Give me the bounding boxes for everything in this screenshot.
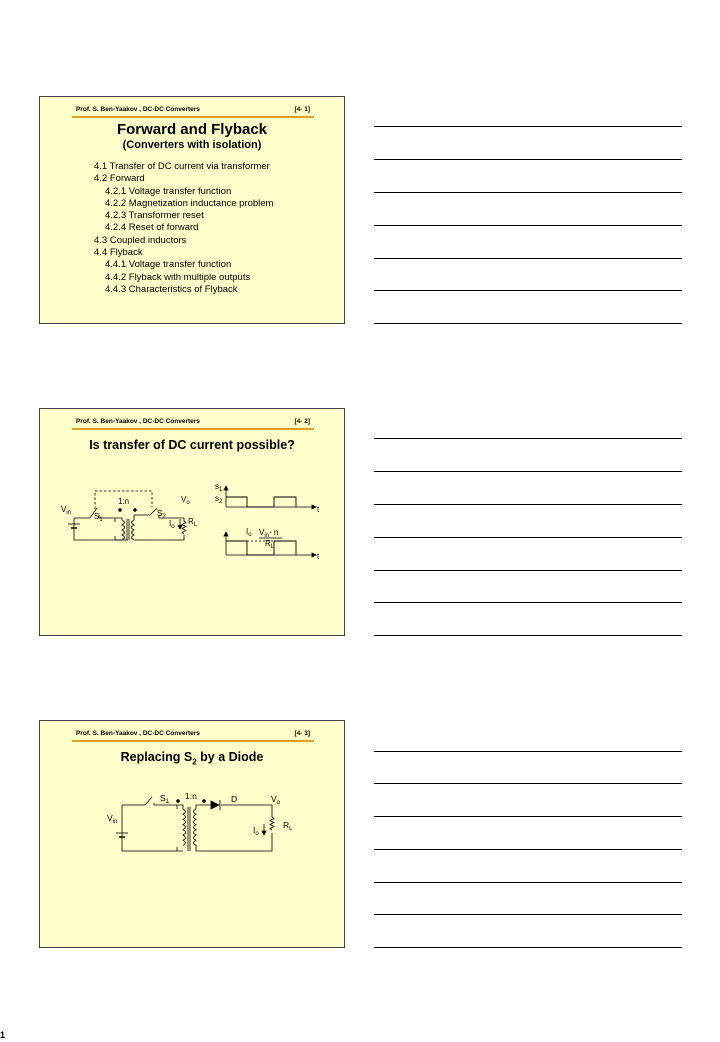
slide-number: [4- 3] xyxy=(294,730,310,737)
formula-denominator: $R_L$ xyxy=(265,539,275,550)
toc-item: 4.4.1 Voltage transfer function xyxy=(105,259,232,271)
polarity-dot xyxy=(134,509,137,512)
s1-wave-label: $s_1$ xyxy=(215,482,223,493)
note-line xyxy=(374,849,682,850)
slide-1 xyxy=(39,96,345,324)
note-line xyxy=(374,290,682,291)
slide-title: Replacing $S_2$ by a Diode xyxy=(120,750,264,767)
toc-item: 4.1 Transfer of DC current via transformer xyxy=(94,161,270,172)
note-line xyxy=(374,947,682,948)
diode-circuit xyxy=(40,721,346,949)
vo-label: $V_o$ xyxy=(271,794,281,806)
note-line xyxy=(374,602,682,603)
note-line xyxy=(374,751,682,752)
io-wave-label: $I_o$ xyxy=(246,527,252,538)
header-rule xyxy=(72,116,314,118)
author-label: Prof. S. Ben-Yaakov , DC-DC Converters xyxy=(76,418,200,425)
note-line xyxy=(374,537,682,538)
primary-coil xyxy=(183,809,186,845)
note-line xyxy=(374,471,682,472)
t-axis-label: t xyxy=(317,552,320,561)
io-label: $I_o$ xyxy=(253,825,259,837)
author-label: Prof. S. Ben-Yaakov , DC-DC Converters xyxy=(76,106,200,113)
slide-header xyxy=(76,106,310,113)
io-axis-x-arrow xyxy=(312,553,316,557)
toc-item: 4.4.3 Characteristics of Flyback xyxy=(105,283,238,295)
load-resistor xyxy=(270,817,274,830)
note-line xyxy=(374,635,682,636)
io-waveform xyxy=(226,541,296,555)
note-line xyxy=(374,438,682,439)
slide-title: Forward and Flyback xyxy=(116,121,268,138)
slide-title: Is transfer of DC current possible? xyxy=(89,438,295,452)
slide-subtitle: (Converters with isolation) xyxy=(122,139,262,151)
t-axis-label: t xyxy=(317,505,320,514)
primary-wire xyxy=(122,797,183,851)
diode-label: D xyxy=(231,794,238,804)
toc-item: 4.4 Flyback xyxy=(94,247,143,259)
note-line xyxy=(374,504,682,505)
note-line xyxy=(374,816,682,817)
primary-wire xyxy=(74,508,128,540)
note-line xyxy=(374,192,682,193)
note-line xyxy=(374,570,682,571)
io-label: $I_o$ xyxy=(169,519,175,530)
slide-number: [4- 2] xyxy=(294,418,310,425)
s2-wave-label: $s_2$ xyxy=(215,494,223,505)
polarity-dot xyxy=(177,800,180,803)
slide-number: [4- 1] xyxy=(294,106,310,113)
secondary-coil xyxy=(194,809,197,845)
polarity-dot xyxy=(203,800,206,803)
load-resistor xyxy=(182,521,186,534)
toc-item: 4.2.4 Reset of forward xyxy=(105,222,199,234)
rl-label: $R_L$ xyxy=(283,820,293,832)
s2-label: $S_2$ xyxy=(157,509,166,520)
note-line xyxy=(374,126,682,127)
io-arrow-head xyxy=(262,831,266,835)
toc-item: 4.4.2 Flyback with multiple outputs xyxy=(105,271,251,283)
secondary-wire xyxy=(196,805,272,851)
dc-transfer-circuit xyxy=(40,409,346,637)
primary-tap xyxy=(115,518,122,520)
diode-symbol xyxy=(211,801,219,809)
vin-label: $V_{in}$ xyxy=(61,505,72,516)
note-line xyxy=(374,882,682,883)
s1-label: $S_1$ xyxy=(94,512,103,523)
toc-item: 4.3 Coupled inductors xyxy=(94,234,187,246)
toc-item: 4.2.2 Magnetization inductance problem xyxy=(105,197,274,209)
s1-waveform xyxy=(226,497,296,507)
s-axis-x-arrow xyxy=(312,505,316,509)
slide-2 xyxy=(39,408,345,636)
s-axis-arrow xyxy=(224,486,228,490)
note-line xyxy=(374,225,682,226)
page-number: 1 xyxy=(0,1030,6,1040)
note-line xyxy=(374,159,682,160)
table-of-contents xyxy=(94,161,273,296)
vo-label: $V_o$ xyxy=(181,495,190,506)
toc-item: 4.2 Forward xyxy=(94,173,145,185)
formula-numerator: $V_{in}\cdot n$ xyxy=(259,528,279,539)
primary-coil xyxy=(122,520,125,540)
author-label: Prof. S. Ben-Yaakov , DC-DC Converters xyxy=(76,730,200,737)
secondary-coil xyxy=(132,520,135,540)
io-axis-arrow xyxy=(224,532,228,536)
ratio-label: 1:n xyxy=(118,497,130,506)
polarity-dot xyxy=(119,509,122,512)
slide-3 xyxy=(39,720,345,948)
toc-item: 4.2.3 Transformer reset xyxy=(105,210,204,222)
note-line xyxy=(374,323,682,324)
toc-item: 4.2.1 Voltage transfer function xyxy=(105,185,232,197)
rl-label: $R_L$ xyxy=(188,517,198,528)
ratio-label: 1:n xyxy=(185,791,197,801)
note-line xyxy=(374,914,682,915)
vin-label: $V_{in}$ xyxy=(107,813,118,825)
note-line xyxy=(374,258,682,259)
note-line xyxy=(374,783,682,784)
primary-tap xyxy=(177,805,183,809)
s1-label: $S_1$ xyxy=(160,793,170,805)
